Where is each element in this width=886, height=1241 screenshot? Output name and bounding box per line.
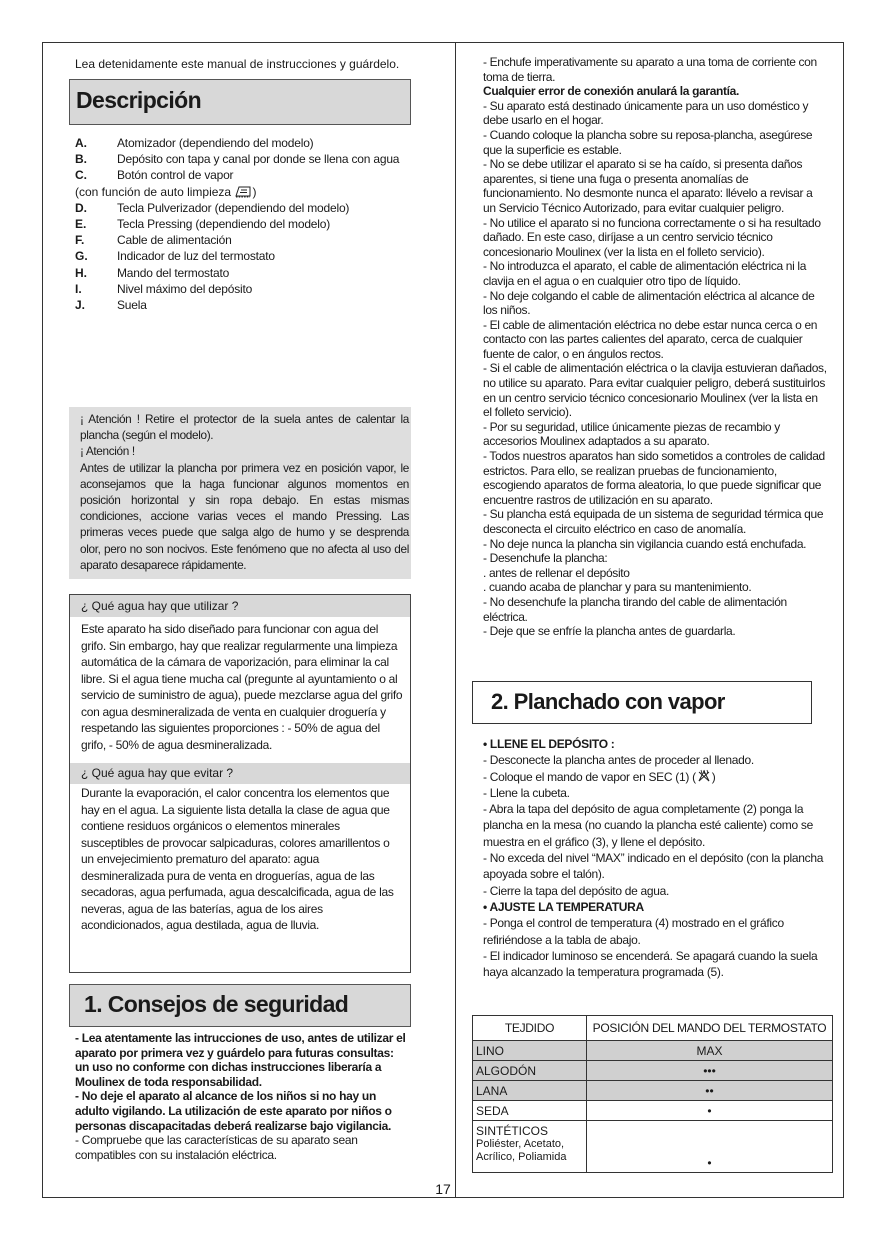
steam-heading: 2. Planchado con vapor [472, 681, 812, 724]
table-row: ALGODÓN ••• [473, 1061, 833, 1081]
water-avoid-text: Durante la evaporación, el calor concentra los elementos que hay en el agua. La siguiente lista detalla la clase de agua que contiene residuos orgánicos o elementos minerales susceptibles de provocar salpicaduras, colores amarillentos o un envejecimiento prematuro del aparato: agua desmineralizada pura de venta en droguerías, agua de las secadoras, agua perfumada, agua descalcificada, agua de las neveras, agua de las baterías, agua de los aires acondicionados, agua destilada, agua de lluvia. [81, 786, 394, 932]
part-item-i: I. Nivel máximo del depósito [75, 281, 253, 296]
part-item-c: C. Botón control de vapor [75, 168, 234, 183]
fill-step: - Cierre la tapa del depósito de agua. [483, 883, 670, 898]
safety-read-instructions: - Lea atentamente las intrucciones de uso, antes de utilizar el aparato por primera vez y guárdelo para futuras consultas: un uso no conforme con dichas instrucciones liberaría a Moulinex de toda responsabilidad. [75, 1031, 406, 1089]
no-steam-icon [696, 769, 712, 783]
table-row: LINO MAX [473, 1041, 833, 1061]
table-header-fabric: TEJDIDO [473, 1016, 587, 1041]
temperature-step: - Ponga el control de temperatura (4) mostrado en el gráfico refiriéndose a la tabla de abajo. [483, 916, 784, 947]
thermostat-table [472, 1015, 833, 1173]
safety-item: - No deje nunca la plancha sin vigilancia cuando está enchufada. [483, 536, 807, 551]
part-item-f: F. Cable de alimentación [75, 233, 232, 248]
table-row: SINTÉTICOS Poliéster, Acetato, Acrílico, Poliamida • [473, 1121, 833, 1173]
column-divider [455, 42, 456, 1198]
water-use-text: Este aparato ha sido diseñado para funcionar con agua del grifo. Sin embargo, hay que realizar regularmente una limpieza automática de la cámara de vaporización, para eliminar la cal libre. Si el agua tiene mucha cal (pregunte al ayuntamiento o al servicio de suministro de agua), puede mezclarse agua del grifo con agua desmineralizada de venta en cualquier droguería y respetando las siguientes proporciones : - 50% de agua del grifo, - 50% de agua desmineralizada. [81, 622, 403, 752]
fill-step: - Llene la cubeta. [483, 785, 570, 800]
water-use-heading: ¿ Qué agua hay que utilizar ? [70, 595, 410, 617]
attention-label: ¡ Atención ! [80, 444, 135, 459]
part-item-j: J. Suela [75, 298, 147, 313]
safety-compatibility: - Compruebe que las características de su aparato sean compatibles con su instalación eléctrica. [75, 1133, 358, 1162]
part-item-a: A. Atomizador (dependiendo del modelo) [75, 136, 314, 150]
fill-tank-heading: • LLENE EL DEPÓSITO : [483, 737, 615, 751]
table-header-row [473, 1016, 833, 1041]
safety-children: - No deje el aparato al alcance de los niños si no hay un adulto vigilando. La utilización de este aparato por niños o personas discapacitadas deberá realizarse bajo vigilancia. [75, 1089, 392, 1133]
safety-text [75, 1031, 410, 1162]
part-item-e: E. Tecla Pressing (dependiendo del modelo) [75, 217, 331, 232]
safety-item: - Cuando coloque la plancha sobre su reposa-plancha, asegúrese que la superficie es estable. [483, 127, 813, 157]
part-item-b: B. Depósito con tapa y canal por donde se llena con agua [75, 152, 400, 167]
intro-text: Lea detenidamente este manual de instrucciones y guárdelo. [75, 57, 400, 71]
fill-step: - Desconecte la plancha antes de proceder al llenado. [483, 753, 754, 768]
safety-item: - Si el cable de alimentación eléctrica o la clavija estuvieran dañados, no utilice su aparato. Para evitar cualquier peligro, deberá sustituirlos en un centro servicio técnico concesionario Moulinex (ver la lista en el folleto servicio). [483, 361, 827, 420]
table-header-setting: POSICIÓN DEL MANDO DEL TERMOSTATO [587, 1016, 833, 1041]
description-heading: Descripción [69, 79, 411, 125]
part-item-d: D. Tecla Pulverizador (dependiendo del modelo) [75, 200, 350, 215]
safety-item: - No se debe utilizar el aparato si se ha caído, si presenta daños aparentes, si tiene una fuga o presenta anomalías de funcionamiento. No desmonte nunca el aparato: llévelo a revisar a un Servicio Técnico Autorizado, para evitar cualquier peligro. [483, 157, 813, 215]
attention-box [69, 407, 411, 579]
safety-heading: 1. Consejos de seguridad [69, 984, 411, 1027]
safety-item: - No deje colgando el cable de alimentación eléctrica al alcance de los niños. [483, 288, 815, 318]
page-number: 17 [435, 1181, 451, 1197]
fill-step-sec: - Coloque el mando de vapor en SEC (1) ( ) [483, 769, 716, 784]
safety-item: - Su plancha está equipada de un sistema de seguridad térmica que desconecta el circuito eléctrico en caso de anomalía. [483, 507, 824, 536]
safety-item: - No introduzca el aparato, el cable de alimentación eléctrica ni la clavija en el agua o en cualquier otro tipo de líquido. [483, 259, 807, 288]
safety-item: . cuando acaba de planchar y para su mantenimiento. [483, 580, 752, 595]
safety-item: - Enchufe imperativamente su aparato a una toma de corriente con toma de tierra. [483, 55, 817, 84]
attention-protector: ¡ Atención ! Retire el protector de la suela antes de calentar la plancha (según el modelo). [80, 412, 409, 443]
safety-item: - El cable de alimentación eléctrica no debe estar nunca cerca o en contacto con las partes calientes del aparato, cerca de cualquier fuente de calor, o en ángulos rectos. [483, 317, 818, 361]
table-row: SEDA • [473, 1101, 833, 1121]
safety-item: - Su aparato está destinado únicamente para un uso doméstico y debe usarlo en el hogar. [483, 98, 809, 128]
safety-item: - Todos nuestros aparatos han sido sometidos a controles de calidad estrictos. Para ello, se realizan pruebas de funcionamiento, escogiendo aparatos de forma aleatoria, lo que puede significar que encuentre rastros de utilización en su aparato. [483, 449, 825, 507]
auto-clean-icon [234, 184, 252, 198]
water-avoid-heading: ¿ Qué agua hay que evitar ? [70, 763, 410, 784]
safety-warranty-note: Cualquier error de conexión anulará la garantía. [483, 84, 739, 99]
safety-item: - Por su seguridad, utilice únicamente piezas de recambio y accesorios Moulinex adaptados a su aparato. [483, 419, 780, 449]
safety-item: . antes de rellenar el depósito [483, 565, 630, 580]
part-item-c-sub: (con función de auto limpieza ) [75, 184, 257, 199]
safety-item: - Desenchufe la plancha: [483, 551, 608, 566]
table-row: LANA •• [473, 1081, 833, 1101]
safety-item: - Deje que se enfríe la plancha antes de guardarla. [483, 624, 736, 639]
fill-step: - Abra la tapa del depósito de agua completamente (2) ponga la plancha en la mesa (no cuando la plancha esté caliente) como se muestra en el gráfico (3), y llene el depósito. [483, 802, 813, 849]
attention-first-use: Antes de utilizar la plancha por primera vez en posición vapor, le aconsejamos que la haga funcionar algunos momentos en posición horizontal y sin ropa debajo. En estas mismas condiciones, accione varias veces el mando Pressing. Las primeras veces puede que salga algo de humo y se desprenda olor, pero no son nocivos. Este fenómeno que no afecta al uso del aparato desaparece rápidamente. [80, 460, 409, 572]
part-item-h: H. Mando del termostato [75, 265, 230, 280]
part-item-g: G. Indicador de luz del termostato [75, 249, 275, 264]
safety-item: - No utilice el aparato si no funciona correctamente o si ha resultado dañado. En este caso, diríjase a un centro servicio técnico concesionario Moulinex (ver la lista en el folleto servicio). [483, 215, 821, 259]
steam-text [483, 736, 828, 980]
water-box [69, 594, 411, 973]
parts-list [75, 135, 410, 313]
safety-item: - No desenchufe la plancha tirando del cable de alimentación eléctrica. [483, 594, 787, 624]
temperature-heading: • AJUSTE LA TEMPERATURA [483, 899, 644, 914]
fill-step: - No exceda del nivel “MAX” indicado en el depósito (con la plancha apoyada sobre el talón). [483, 851, 824, 882]
safety-continued [483, 55, 828, 639]
temperature-step: - El indicador luminoso se encenderá. Se apagará cuando la suela haya alcanzado la temperatura programada (5). [483, 948, 818, 980]
